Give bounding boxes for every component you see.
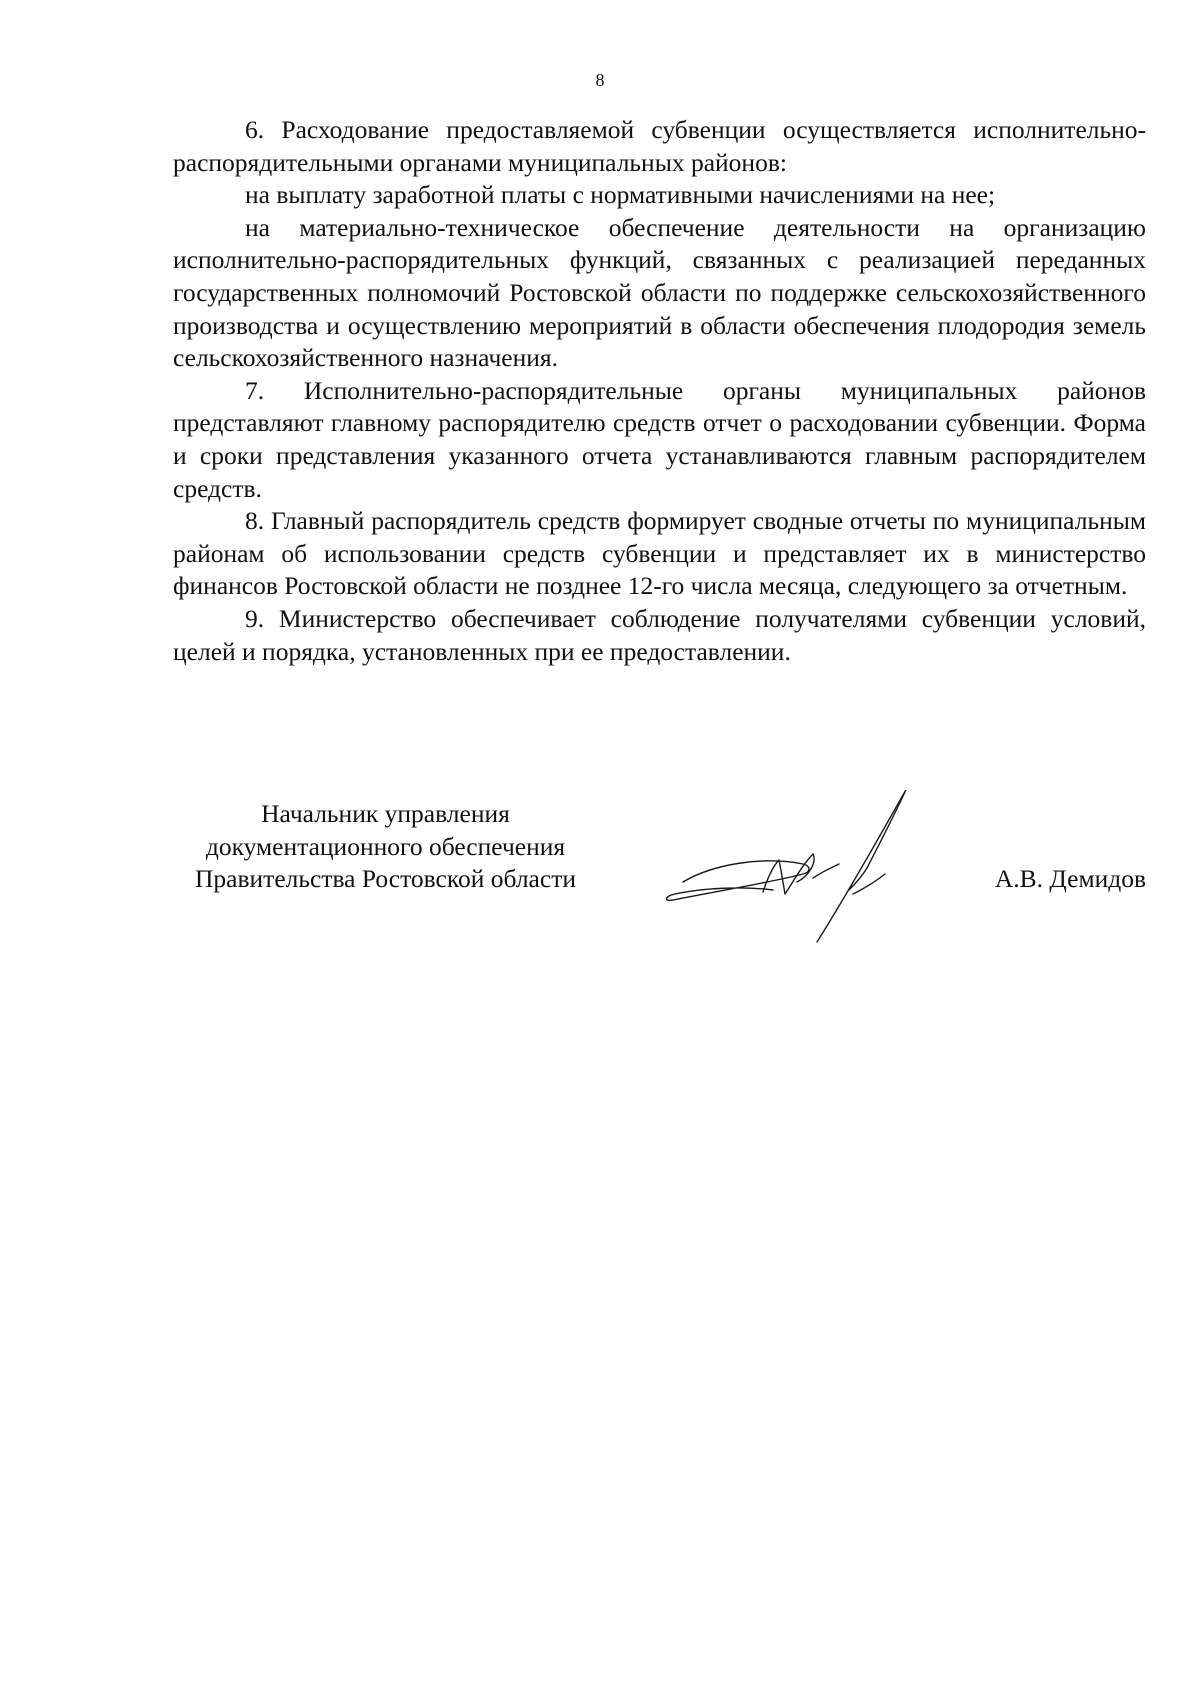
handwritten-signature xyxy=(653,790,923,950)
signer-position-line: документационного обеспечения xyxy=(205,831,566,861)
paragraph-6-item-salary: на выплату заработной платы с нормативными начислениями на нее; xyxy=(245,180,996,210)
paragraph-9: 9. Министерство обеспечивает соблюдение получателями субвенции условий, целей и порядка, установленных при ее предоставлении. xyxy=(173,603,1146,666)
paragraph-7: 7. Исполнительно-распорядительные органы муниципальных районов представляют главному распорядителю средств отчет о расходовании субвенции. Форма и сроки представления указанного отчета устанавливаются главным распорядителем средств. xyxy=(173,375,1146,503)
paragraph-6: 6. Расходование предоставляемой субвенции осуществляется исполнительно-распорядительными органами муниципальных районов: xyxy=(173,115,1146,177)
signer-position-line: Правительства Ростовской области xyxy=(195,864,576,894)
signature-block xyxy=(173,798,1146,948)
signer-position xyxy=(173,798,598,896)
paragraph-8: 8. Главный распорядитель средств формирует сводные отчеты по муниципальным районам об использовании средств субвенции и представляет их в министерство финансов Ростовской области не позднее 12-го числа месяца, следующего за отчетным. xyxy=(173,506,1146,601)
signer-name: А.В. Демидов xyxy=(994,864,1146,893)
page-number: 8 xyxy=(595,70,605,90)
paragraph-6-item-material: на материально-техническое обеспечение деятельности на организацию исполнительно-распорядительных функций, связанных с реализацией переданных государственных полномочий Ростовской области по поддержке сельскохозяйственного производства и осуществлению мероприятий в области обеспечения плодородия земель сельскохозяйственного назначения. xyxy=(173,212,1146,373)
signer-position-line: Начальник управления xyxy=(261,799,510,828)
document-body xyxy=(173,114,1146,668)
